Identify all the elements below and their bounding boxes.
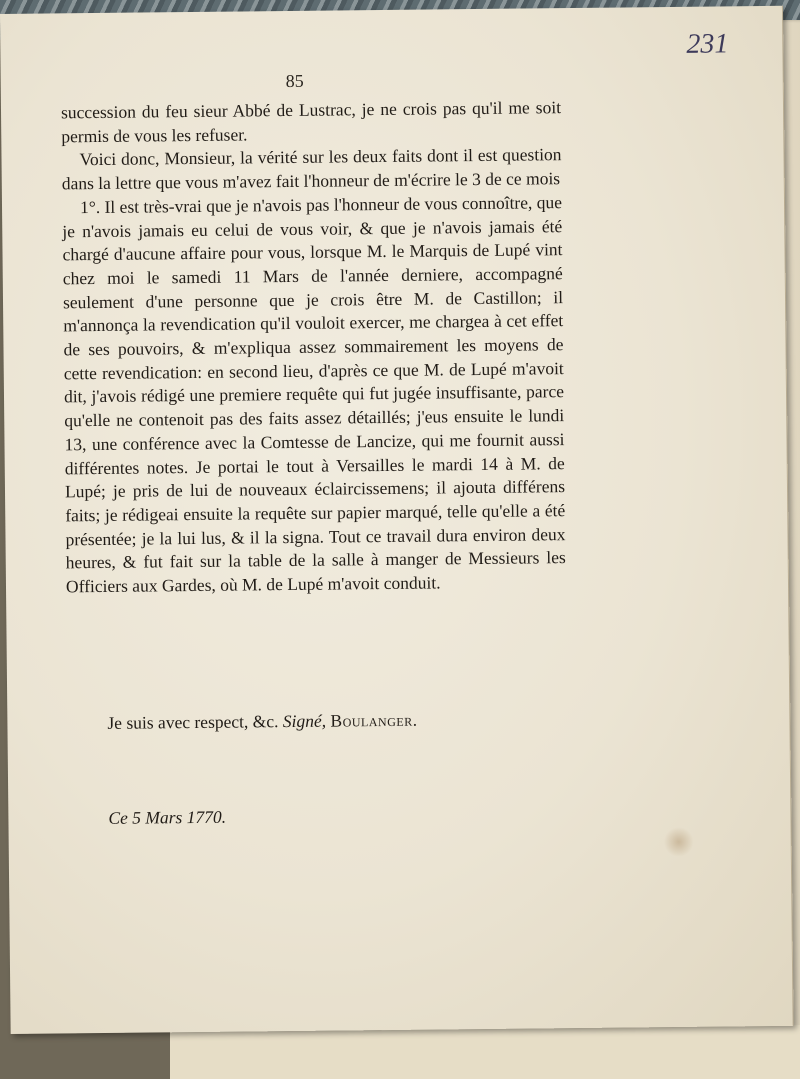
underlying-manuscript-bottom bbox=[170, 1025, 800, 1079]
date-line: Ce 5 Mars 1770. bbox=[108, 806, 227, 828]
signed-word: Signé, bbox=[282, 710, 327, 732]
paragraph-continuation: succession du feu sieur Abbé de Lustrac, je ne crois pas qu'il me soit permis de vous les refuser. bbox=[60, 97, 562, 147]
signatory-name: Boulanger. bbox=[330, 709, 418, 731]
body-text bbox=[61, 96, 566, 599]
closing-formula: Je suis avec respect, &c. bbox=[107, 711, 279, 733]
folio-number: 231 bbox=[686, 28, 729, 60]
page-number: 85 bbox=[285, 70, 304, 92]
paragraph-intro: Voici donc, Monsieur, la vérité sur les deux faits dont il est question dans la lettre que vous m'avez fait l'honneur de m'écrire le 3 de ce mois bbox=[61, 144, 562, 194]
paragraph-account: 1°. Il est très-vrai que je n'avois pas l'honneur de vous connoître, que je n'avois jamais eu celui de vous voir, & que je n'avois jamais été chargé d'aucune affaire pour vous, lorsque M. le Marquis de Lupé vint chez moi le samedi 11 Mars de l'année derniere, accompagné seulement d'une personne que je crois être M. de Castillon; il m'annonça la revendication qu'il vouloit exercer, me chargea à cet effet de ses pouvoirs, & m'expliqua assez sommairement les moyens de cette revendication: en second lieu, d'après ce que M. de Lupé m'avoit dit, j'avois rédigé une premiere requête qui fut jugée insuffisante, parce qu'elle ne contenoit pas des faits assez détaillés; j'eus ensuite le lundi 13, une conférence avec la Comtesse de Lancize, qui me fournit aussi différentes notes. Je portai le tout à Versailles le mardi 14 à M. de Lupé; je pris de lui de nouveaux éclaircissemens; il ajouta différens faits; je rédigeai ensuite la requête sur papier marqué, telle qu'elle a été présentée; je la lui lus, & il la signa. Tout ce travail dura environ deux heures, & fut fait sur la table de la salle à manger de Messieurs les Officiers aux Gardes, où M. de Lupé m'avoit conduit. bbox=[62, 191, 566, 597]
paper-stain bbox=[664, 827, 694, 857]
printed-page bbox=[0, 6, 794, 1034]
closing-signature bbox=[107, 710, 417, 734]
